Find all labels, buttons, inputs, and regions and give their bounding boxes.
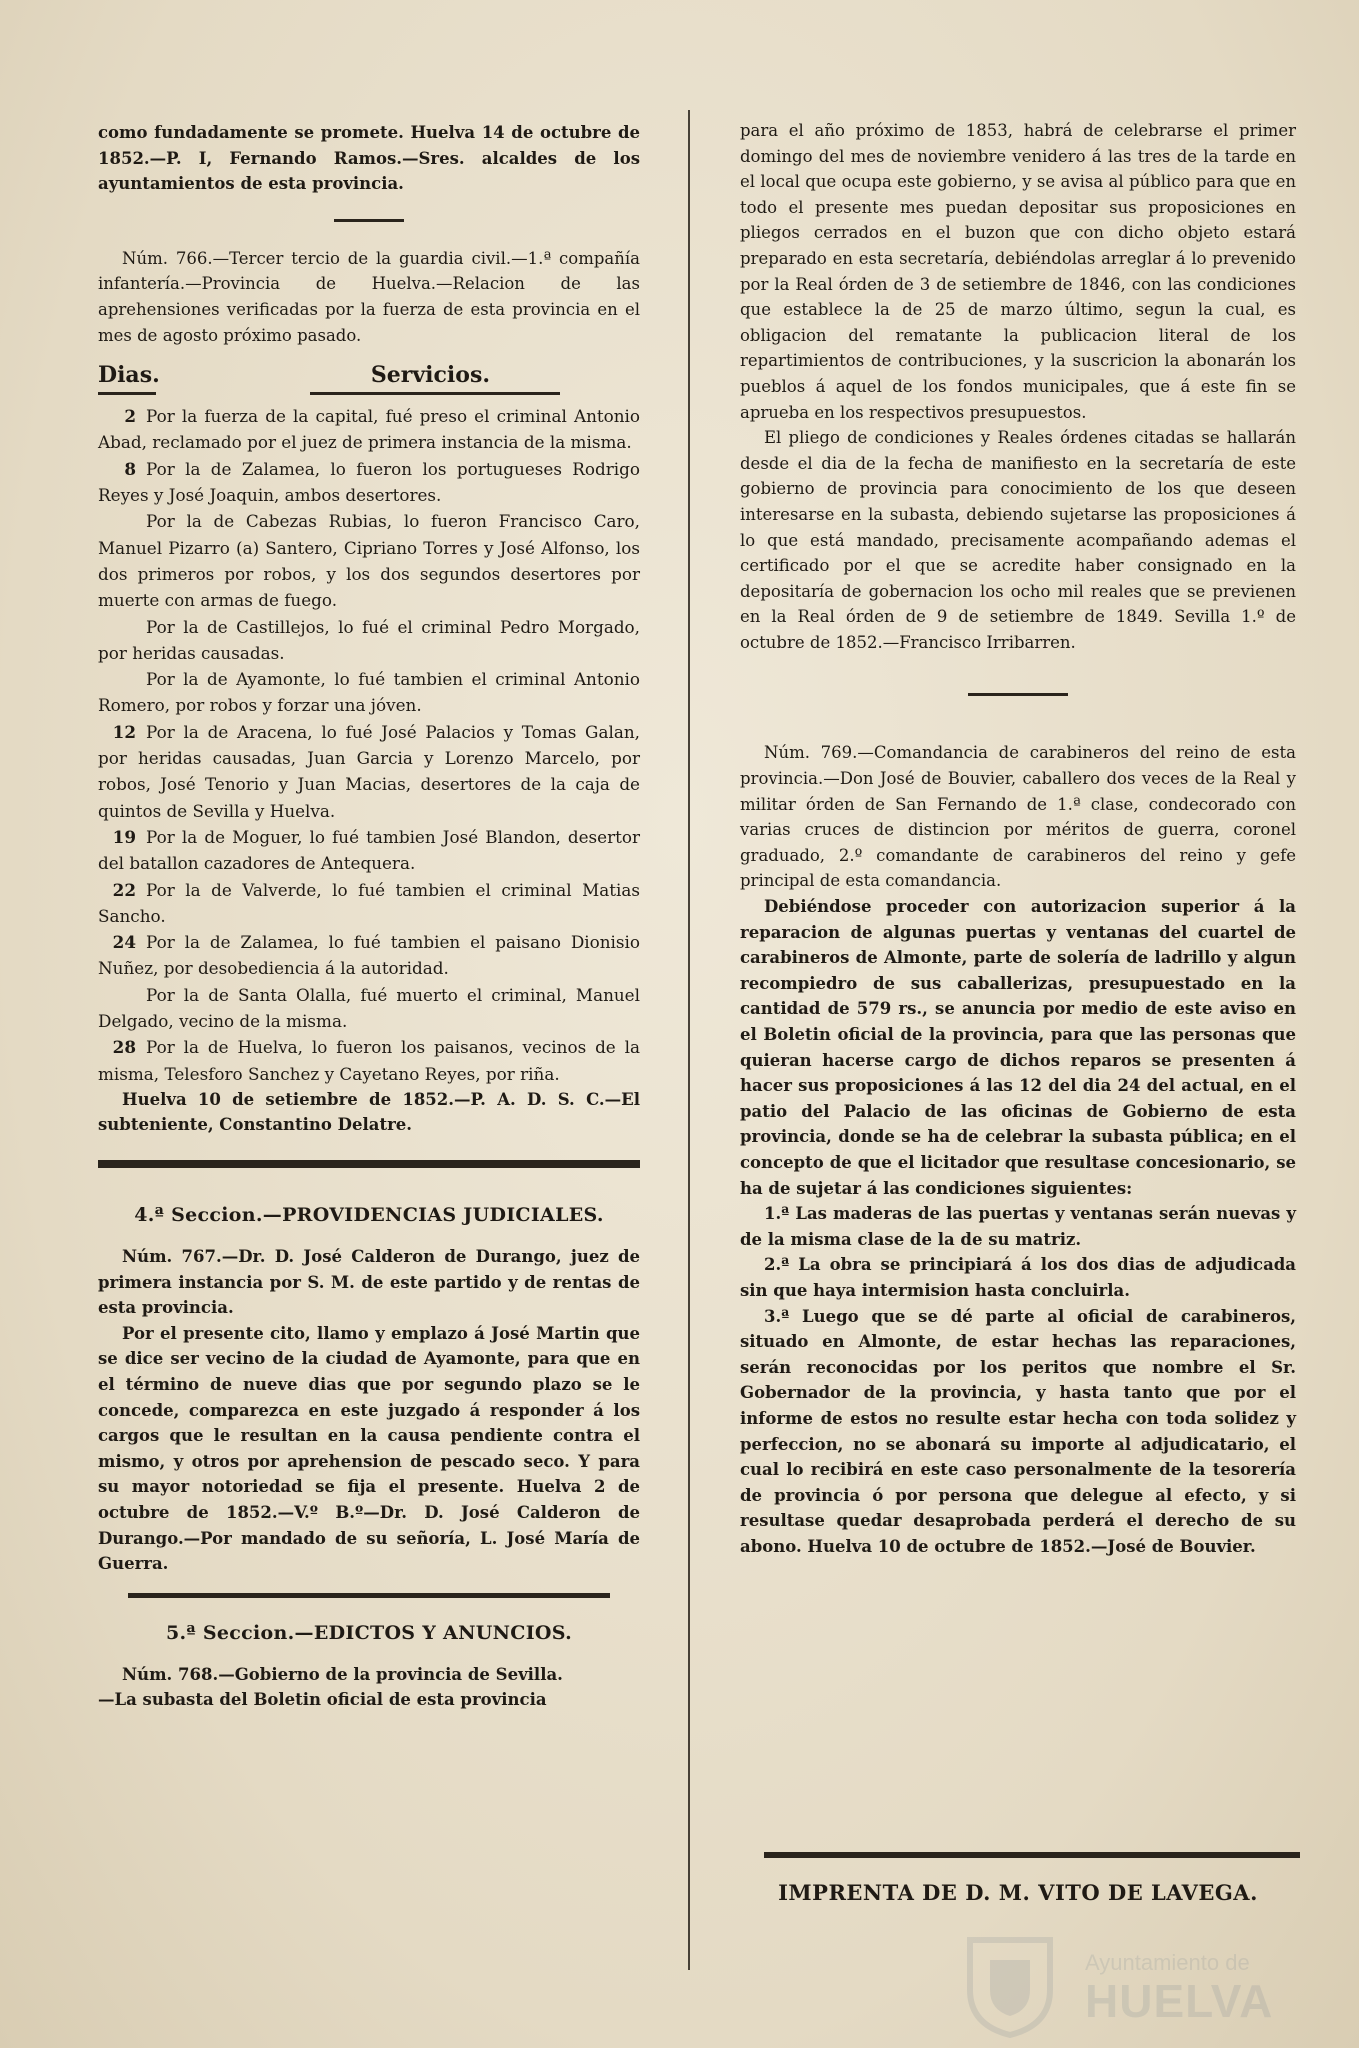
- entries-list: [98, 403, 640, 1087]
- section-5-heading: 5.ª Seccion.—EDICTOS Y ANUNCIOS.: [165, 1621, 572, 1644]
- table-header-rules: [98, 392, 640, 395]
- notice-767-heading: Núm. 767.—Dr. D. José Calderon de Durango, juez de primera instancia por S. M. de este partido y de rentas de esta provincia.: [98, 1247, 640, 1318]
- notice-767-body: Por el presente cito, llamo y emplazo á José Martin que se dice ser vecino de la ciudad de Ayamonte, para que en el término de nueve dias que por segundo plazo se le concede, comparezca en este juzgado á responder á los cargos que le resultan en la causa pendiente contra el mismo, y otros por aprehension de pescado seco. Y para su mayor notoriedad se fija el presente. Huelva 2 de octubre de 1852.—V.º B.º—Dr. D. José Calderon de Durango.—Por mandado de su señoría, L. José María de Guerra.: [98, 1323, 640, 1574]
- notice-768-paragraph-2: El pliego de condiciones y Reales órdenes citadas se hallarán desde el dia de la fecha de manifiesto en la secretaría de este gobierno de provincia para conocimiento de los que deseen interesarse en la subasta, debiendo sujetarse las proposiciones á lo que está mandado, precisamente acompañando ademas el certificado por el que se acredite haber consignado en la depositaría de gobernacion los ocho mil reales que se previenen en la Real órden de 9 de setiembre de 1849. Sevilla 1.º de octubre de 1852.—Francisco Irribarren.: [740, 428, 1296, 652]
- section-rule: [128, 1593, 610, 1598]
- list-item: 22 Por la de Valverde, lo fué tambien el criminal Matias Sancho.: [98, 879, 640, 926]
- watermark-line-1: Ayuntamiento de: [1085, 1950, 1250, 1975]
- column-divider: [688, 110, 690, 1970]
- notice-768-continuation: para el año próximo de 1853, habrá de celebrarse el primer domingo del mes de noviembre venidero á las tres de la tarde en el local que ocupa este gobierno, y se avisa al público para que en todo el presente mes puedan depositar sus proposiciones en pliegos cerrados en el buzon que con dicho objeto estará preparado en esta secretaría, debiéndolas arreglar á lo prevenido por la Real órden de 3 de setiembre de 1846, con las condiciones que establece la de 25 de marzo último, segun la cual, es obligacion del rematante la publicacion literal de los repartimientos de contribuciones, y la suscricion la abonarán los pueblos á aquel de los fondos municipales, que á este fin se aprueba en los respectivos presupuestos.: [740, 121, 1296, 422]
- notice-768-heading: Núm. 768.—Gobierno de la provincia de Sevilla.: [122, 1664, 563, 1684]
- list-item: 24 Por la de Zalamea, lo fué tambien el paisano Dionisio Nuñez, por desobediencia á la autoridad.: [98, 932, 640, 979]
- table-header: [98, 362, 640, 388]
- list-item: 2 Por la fuerza de la capital, fué preso el criminal Antonio Abad, reclamado por el juez de primera instancia de la misma.: [98, 406, 640, 453]
- condition-1: 1.ª Las maderas de las puertas y ventanas serán nuevas y de la misma clase de la de su matriz.: [740, 1204, 1296, 1249]
- list-item: 8 Por la de Zalamea, lo fueron los portugueses Rodrigo Reyes y José Joaquin, ambos desertores.: [98, 458, 640, 506]
- right-column: [740, 118, 1296, 1559]
- section-rule: [98, 1160, 640, 1168]
- printer-imprint: IMPRENTA DE D. M. VITO DE LAVEGA.: [778, 1880, 1258, 1905]
- condition-2: 2.ª La obra se principiará á los dos dias de adjudicada sin que haya intermision hasta concluirla.: [740, 1255, 1296, 1300]
- notice-769-body: Debiéndose proceder con autorizacion superior á la reparacion de algunas puertas y ventanas del cuartel de carabineros de Almonte, parte de solería de ladrillo y algun recompiedro de sus caballerizas, presupuestado en la cantidad de 579 rs., se anuncia por medio de este aviso en el Boletin oficial de la provincia, para que las personas que quieran hacerse cargo de dichos reparos se presenten á hacer sus proposiciones á las 12 del dia 24 del actual, en el patio del Palacio de las oficinas de Gobierno de esta provincia, donde se ha de celebrar la subasta pública; en el concepto de que el licitador que resultase concesionario, se ha de sujetar á las condiciones siguientes:: [740, 897, 1296, 1198]
- column-dias: Dias.: [98, 362, 160, 389]
- separator: [334, 219, 404, 222]
- list-item: Por la de Cabezas Rubias, lo fueron Francisco Caro, Manuel Pizarro (a) Santero, Cipriano Torres y José Alfonso, los dos primeros por robos, y los dos segundos desertores por muerte con armas de fuego.: [98, 511, 640, 611]
- list-item: Por la de Ayamonte, lo fué tambien el criminal Antonio Romero, por robos y forzar una jóven.: [98, 669, 640, 716]
- list-item: Por la de Castillejos, lo fué el criminal Pedro Morgado, por heridas causadas.: [98, 616, 640, 663]
- notice-766-heading: Núm. 766.—Tercer tercio de la guardia civil.—1.ª compañía infantería.—Provincia de Huelva.—Relacion de las aprehensiones verificadas por la fuerza de esta provincia en el mes de agosto próximo pasado.: [98, 248, 640, 345]
- closing-rule: [764, 1852, 1300, 1858]
- watermark-line-2: HUELVA: [1085, 1975, 1274, 2027]
- notice-766-signature: Huelva 10 de setiembre de 1852.—P. A. D. S. C.—El subteniente, Constantino Delatre.: [98, 1089, 640, 1135]
- column-servicios: Servicios.: [370, 362, 490, 389]
- separator: [968, 693, 1068, 696]
- intro-paragraph: como fundadamente se promete. Huelva 14 de octubre de 1852.—P. I, Fernando Ramos.—Sres. alcaldes de los ayuntamientos de esta provincia.: [98, 123, 640, 194]
- notice-768-start: —La subasta del Boletin oficial de esta provincia: [98, 1690, 547, 1710]
- notice-769-heading: Núm. 769.—Comandancia de carabineros del reino de esta provincia.—Don José de Bouvier, caballero dos veces de la Real y militar órden de San Fernando de 1.ª clase, condecorado con varias cruces de distincion por méritos de guerra, coronel graduado, 2.º comandante de carabineros del reino y gefe principal de esta comandancia.: [740, 743, 1296, 891]
- condition-3: 3.ª Luego que se dé parte al oficial de carabineros, situado en Almonte, de estar hechas las reparaciones, serán reconocidas por los peritos que nombre el Sr. Gobernador de la provincia, y hasta tanto que por el informe de estos no resulte estar hecha con toda solidez y perfeccion, no se abonará su importe al adjudicatario, el cual lo recibirá en este caso personalmente de la tesorería de provincia ó por persona que delegue al efecto, y si resultase quedar desaprobada perderá el derecho de su abono. Huelva 10 de octubre de 1852.—José de Bouvier.: [740, 1306, 1296, 1556]
- left-column: [98, 120, 640, 1713]
- list-item: 28 Por la de Huelva, lo fueron los paisanos, vecinos de la misma, Telesforo Sanchez y Cayetano Reyes, por riña.: [98, 1037, 640, 1084]
- list-item: Por la de Santa Olalla, fué muerto el criminal, Manuel Delgado, vecino de la misma.: [98, 984, 640, 1031]
- watermark: [950, 1930, 1330, 2040]
- list-item: 12 Por la de Aracena, lo fué José Palacios y Tomas Galan, por heridas causadas, Juan Garcia y Lorenzo Marcelo, por robos, José Tenorio y Juan Macias, desertores de la caja de quintos de Sevilla y Huelva.: [98, 721, 640, 821]
- crest-icon: [950, 1930, 1070, 2040]
- section-4-heading: 4.ª Seccion.—PROVIDENCIAS JUDICIALES.: [134, 1204, 604, 1227]
- list-item: 19 Por la de Moguer, lo fué tambien José Blandon, desertor del batallon cazadores de Antequera.: [98, 826, 640, 874]
